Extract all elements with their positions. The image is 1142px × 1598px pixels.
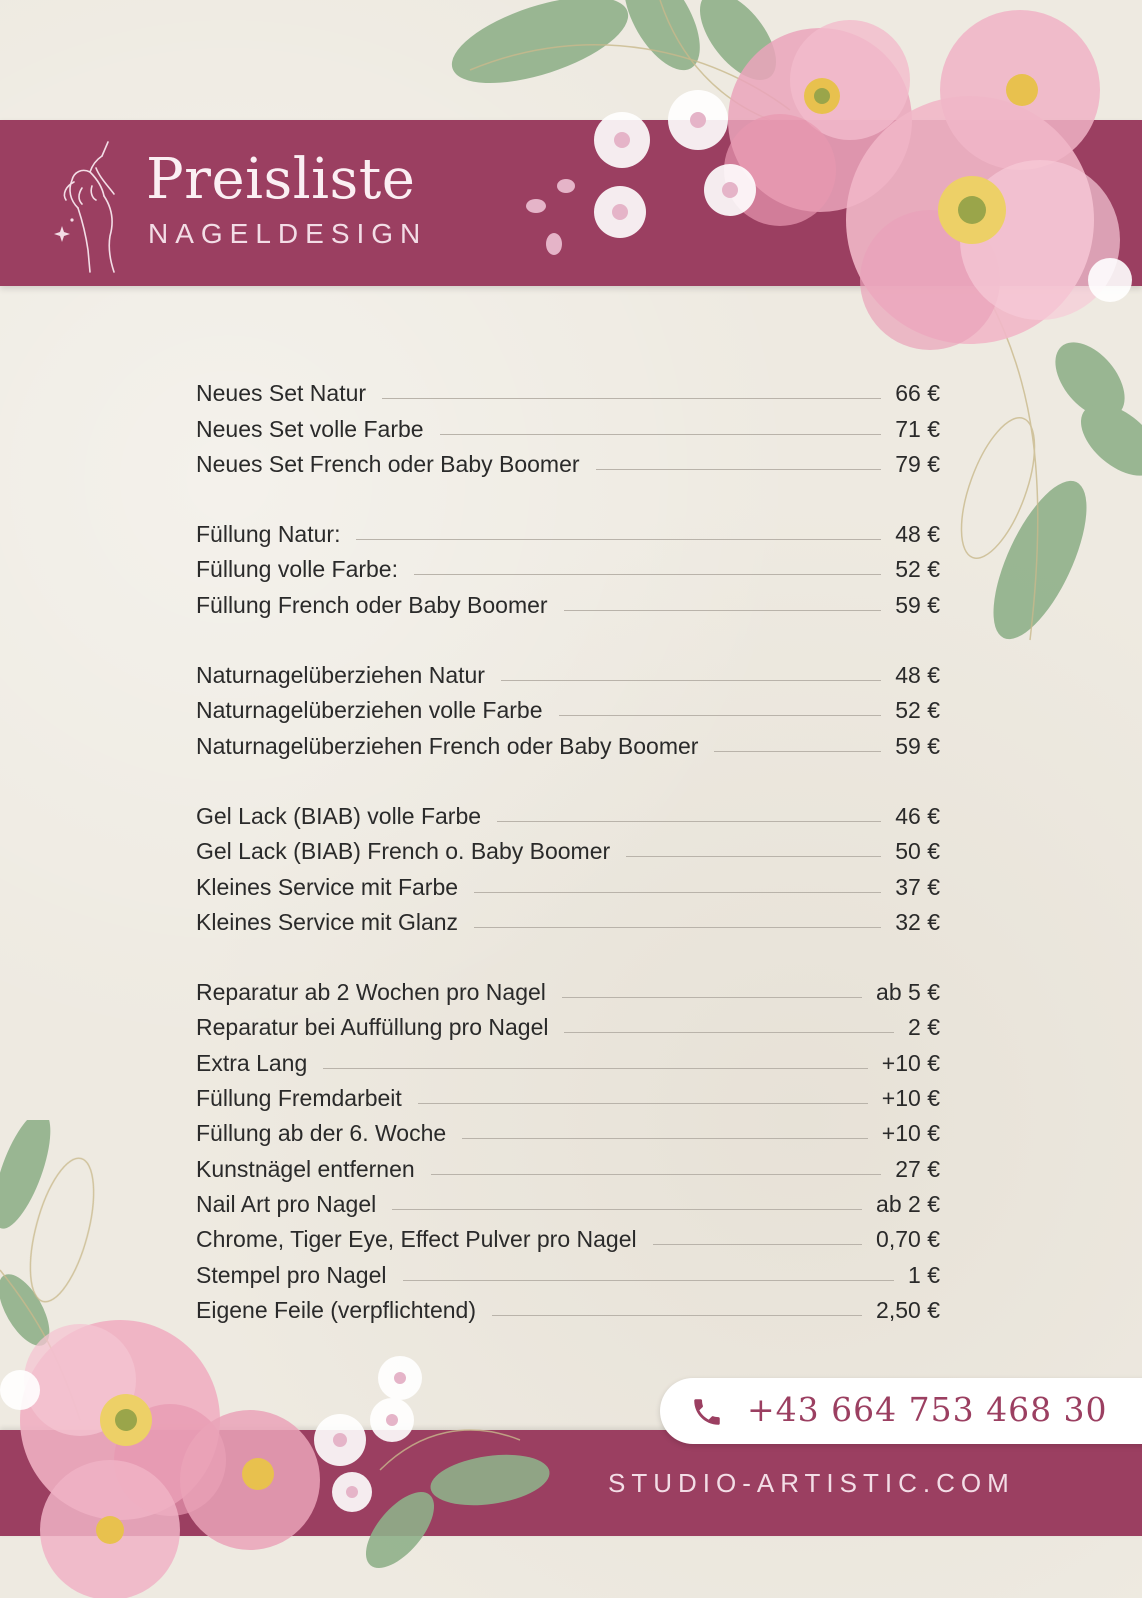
price-item-label: Füllung ab der 6. Woche bbox=[196, 1120, 447, 1147]
price-row bbox=[196, 372, 940, 407]
price-value: 2 € bbox=[908, 1014, 940, 1041]
price-item-label: Reparatur ab 2 Wochen pro Nagel bbox=[196, 979, 546, 1006]
price-value: 52 € bbox=[895, 697, 940, 724]
price-value: 46 € bbox=[895, 802, 940, 829]
price-item-label: Naturnagelüberziehen French oder Baby Boomer bbox=[196, 732, 699, 759]
price-value: 59 € bbox=[895, 591, 940, 618]
price-value: 32 € bbox=[895, 908, 940, 935]
price-item-label: Neues Set French oder Baby Boomer bbox=[196, 450, 580, 477]
dotted-leader bbox=[497, 821, 881, 822]
flower-decoration-bottom-left bbox=[0, 1120, 560, 1598]
dotted-leader bbox=[501, 680, 881, 681]
price-row bbox=[196, 971, 940, 1006]
price-item-label: Gel Lack (BIAB) French o. Baby Boomer bbox=[196, 838, 611, 865]
price-item-label: Neues Set volle Farbe bbox=[196, 415, 424, 442]
dotted-leader bbox=[564, 610, 882, 611]
dotted-leader bbox=[626, 856, 881, 857]
dotted-leader bbox=[414, 574, 881, 575]
dotted-leader bbox=[474, 927, 881, 928]
price-item-label: Reparatur bei Auffüllung pro Nagel bbox=[196, 1014, 549, 1041]
price-item-label: Kunstnägel entfernen bbox=[196, 1155, 415, 1182]
price-value: 1 € bbox=[908, 1261, 940, 1288]
price-item-label: Extra Lang bbox=[196, 1049, 308, 1076]
price-item-label: Chrome, Tiger Eye, Effect Pulver pro Nagel bbox=[196, 1226, 637, 1253]
dotted-leader bbox=[440, 434, 882, 435]
price-value: ab 5 € bbox=[876, 979, 940, 1006]
price-row bbox=[196, 901, 940, 936]
price-value: +10 € bbox=[881, 1049, 940, 1076]
price-value: 48 € bbox=[895, 662, 940, 689]
price-item-label: Neues Set Natur bbox=[196, 380, 367, 407]
price-row bbox=[196, 865, 940, 900]
phone-number: +43 664 753 468 30 bbox=[747, 1390, 1108, 1429]
price-item-label: Stempel pro Nagel bbox=[196, 1261, 387, 1288]
price-value: 37 € bbox=[895, 873, 940, 900]
dotted-leader bbox=[714, 751, 881, 752]
dotted-leader bbox=[323, 1068, 868, 1069]
price-value: 48 € bbox=[895, 521, 940, 548]
price-item-label: Naturnagelüberziehen Natur bbox=[196, 662, 485, 689]
phone-icon bbox=[690, 1395, 724, 1429]
price-row bbox=[196, 407, 940, 442]
price-row bbox=[196, 830, 940, 865]
price-value: 27 € bbox=[895, 1155, 940, 1182]
price-row bbox=[196, 1077, 940, 1112]
price-item-label: Gel Lack (BIAB) volle Farbe bbox=[196, 802, 482, 829]
price-row bbox=[196, 654, 940, 689]
dotted-leader bbox=[596, 469, 882, 470]
price-item-label: Naturnagelüberziehen volle Farbe bbox=[196, 697, 543, 724]
dotted-leader bbox=[418, 1103, 868, 1104]
price-row bbox=[196, 443, 940, 478]
dotted-leader bbox=[564, 1032, 894, 1033]
dotted-leader bbox=[559, 715, 882, 716]
dotted-leader bbox=[562, 997, 862, 998]
price-value: 52 € bbox=[895, 556, 940, 583]
price-value: 2,50 € bbox=[876, 1296, 940, 1323]
dotted-leader bbox=[356, 539, 881, 540]
dotted-leader bbox=[382, 398, 881, 399]
price-value: ab 2 € bbox=[876, 1190, 940, 1217]
hand-logo-icon bbox=[52, 138, 132, 273]
price-row bbox=[196, 583, 940, 618]
price-item-label: Füllung French oder Baby Boomer bbox=[196, 591, 548, 618]
price-row bbox=[196, 513, 940, 548]
page-title: Preisliste bbox=[146, 147, 416, 212]
price-row bbox=[196, 795, 940, 830]
price-row bbox=[196, 724, 940, 759]
price-item-label: Kleines Service mit Farbe bbox=[196, 873, 459, 900]
dotted-leader bbox=[653, 1244, 862, 1245]
price-item-label: Nail Art pro Nagel bbox=[196, 1190, 377, 1217]
price-value: 66 € bbox=[895, 380, 940, 407]
price-item-label: Füllung Natur: bbox=[196, 521, 341, 548]
price-value: 0,70 € bbox=[876, 1226, 940, 1253]
website-link[interactable]: STUDIO-ARTISTIC.COM bbox=[608, 1468, 1015, 1498]
price-row bbox=[196, 548, 940, 583]
price-value: 59 € bbox=[895, 732, 940, 759]
price-value: 79 € bbox=[895, 450, 940, 477]
price-row bbox=[196, 1006, 940, 1041]
price-row bbox=[196, 1041, 940, 1076]
price-item-label: Eigene Feile (verpflichtend) bbox=[196, 1296, 476, 1323]
dotted-leader bbox=[474, 892, 881, 893]
price-value: +10 € bbox=[881, 1085, 940, 1112]
price-row bbox=[196, 689, 940, 724]
price-value: 71 € bbox=[895, 415, 940, 442]
price-item-label: Kleines Service mit Glanz bbox=[196, 908, 459, 935]
phone-contact[interactable] bbox=[660, 1378, 1142, 1444]
page-subtitle: NAGELDESIGN bbox=[148, 218, 428, 249]
price-value: +10 € bbox=[881, 1120, 940, 1147]
price-item-label: Füllung volle Farbe: bbox=[196, 556, 398, 583]
price-value: 50 € bbox=[895, 838, 940, 865]
price-item-label: Füllung Fremdarbeit bbox=[196, 1085, 402, 1112]
